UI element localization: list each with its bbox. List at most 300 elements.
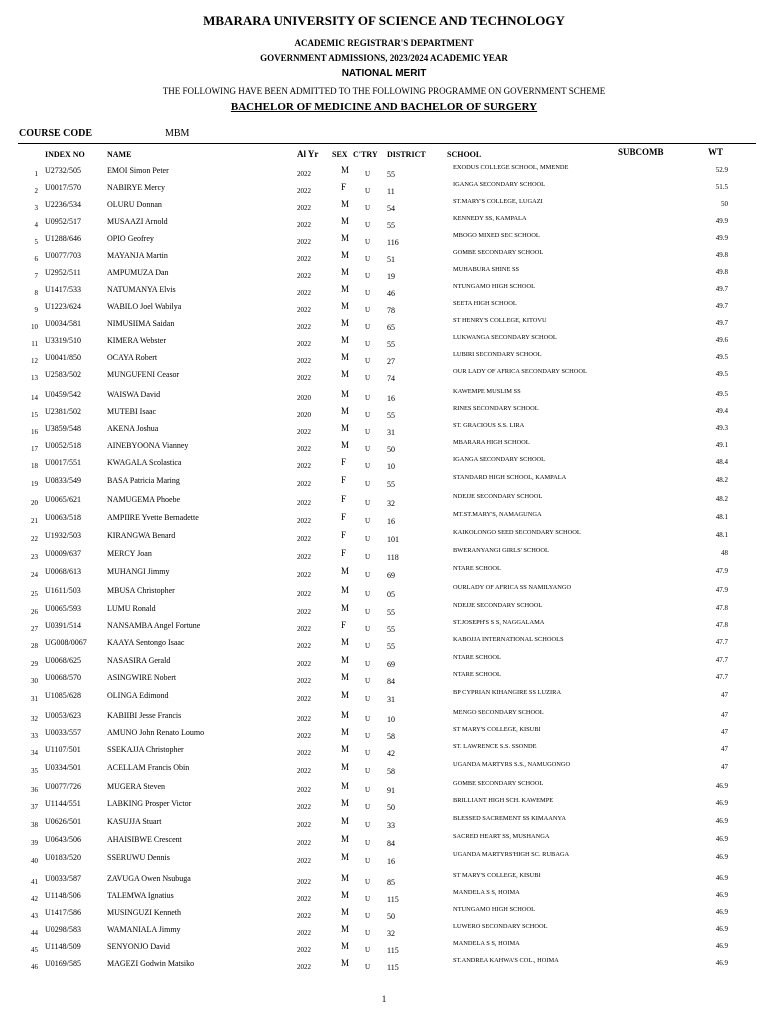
row-sex: M: [341, 352, 350, 362]
row-al-year: 2022: [297, 480, 311, 488]
table-row: [0, 268, 768, 285]
row-al-year: 2022: [297, 677, 311, 685]
table-row: [0, 495, 768, 512]
row-weight: 49.9: [715, 217, 728, 225]
table-row: [0, 799, 768, 816]
row-school: BRILLIANT HIGH SCH. KAWEMPE: [453, 797, 554, 804]
row-school: NTARE SCHOOL: [453, 654, 501, 661]
row-number: 21: [31, 517, 38, 525]
row-sex: M: [341, 907, 350, 917]
row-district: 31: [387, 695, 395, 704]
row-weight: 47.8: [715, 621, 728, 629]
table-row: [0, 183, 768, 200]
row-district: 91: [387, 786, 395, 795]
row-index-no: U0033/557: [45, 728, 81, 737]
row-number: 19: [31, 480, 38, 488]
row-school: MANDELA S S, HOIMA: [453, 940, 520, 947]
row-sex: M: [341, 637, 350, 647]
row-school: STANDARD HIGH SCHOOL, KAMPALA: [453, 474, 567, 481]
row-al-year: 2022: [297, 462, 311, 470]
row-name: LABKING Prosper Victor: [107, 799, 192, 808]
row-sex: M: [341, 233, 350, 243]
row-school: KENNEDY SS, KAMPALA: [453, 215, 527, 222]
table-row: [0, 835, 768, 852]
row-number: 38: [31, 821, 38, 829]
row-sex: F: [341, 457, 347, 467]
merit-title: NATIONAL MERIT: [341, 68, 427, 79]
table-row: [0, 390, 768, 407]
course-code-label: COURSE CODE: [19, 128, 93, 139]
row-name: MUNGUFENI Ceasor: [107, 370, 180, 379]
row-al-year: 2022: [297, 357, 311, 365]
row-name: LUMU Ronald: [107, 604, 156, 613]
row-al-year: 2022: [297, 803, 311, 811]
row-country: U: [365, 929, 371, 937]
row-sex: F: [341, 494, 347, 504]
row-sex: F: [341, 548, 347, 558]
row-school: LUWERO SECONDARY SCHOOL: [453, 923, 548, 930]
row-index-no: U1417/533: [45, 285, 81, 294]
row-sex: M: [341, 440, 350, 450]
row-school: ST.MARY'S COLLEGE, LUGAZI: [453, 198, 543, 205]
row-al-year: 2022: [297, 499, 311, 507]
row-index-no: U1223/624: [45, 302, 81, 311]
table-row: [0, 370, 768, 387]
row-name: OPIO Geofrey: [107, 234, 154, 243]
table-row: [0, 549, 768, 566]
row-index-no: U0068/613: [45, 567, 81, 576]
row-weight: 49.1: [715, 441, 728, 449]
table-row: [0, 691, 768, 708]
row-al-year: 2022: [297, 715, 311, 723]
row-number: 11: [31, 340, 38, 348]
row-district: 58: [387, 767, 395, 776]
table-row: [0, 407, 768, 424]
row-weight: 48.2: [715, 476, 728, 484]
row-al-year: 2020: [297, 411, 311, 419]
table-row: [0, 656, 768, 673]
row-index-no: UG008/0067: [45, 638, 87, 647]
row-number: 46: [31, 963, 38, 971]
table-row: [0, 513, 768, 530]
university-title: MBARARA UNIVERSITY OF SCIENCE AND TECHNOLOGY: [203, 13, 565, 28]
row-sex: M: [341, 250, 350, 260]
row-district: 54: [387, 204, 395, 213]
row-weight: 48: [721, 549, 728, 557]
row-number: 2: [34, 187, 38, 195]
row-index-no: U0626/501: [45, 817, 81, 826]
row-country: U: [365, 946, 371, 954]
row-al-year: 2022: [297, 695, 311, 703]
row-name: TALEMWA Ignatius: [107, 891, 174, 900]
row-sex: M: [341, 318, 350, 328]
row-al-year: 2022: [297, 238, 311, 246]
row-district: 51: [387, 255, 395, 264]
row-name: WABILO Joel Wabilya: [107, 302, 182, 311]
row-sex: M: [341, 672, 350, 682]
row-district: 10: [387, 462, 395, 471]
row-weight: 48.4: [715, 458, 728, 466]
row-weight: 46.9: [715, 959, 728, 967]
row-index-no: U0833/549: [45, 476, 81, 485]
column-header-sex: SEX: [332, 150, 348, 159]
row-country: U: [365, 170, 371, 178]
row-index-no: U0077/703: [45, 251, 81, 260]
table-row: [0, 285, 768, 302]
row-district: 78: [387, 306, 395, 315]
row-country: U: [365, 895, 371, 903]
row-al-year: 2022: [297, 963, 311, 971]
table-row: [0, 638, 768, 655]
row-al-year: 2022: [297, 821, 311, 829]
row-weight: 49.3: [715, 424, 728, 432]
row-district: 11: [387, 187, 395, 196]
row-al-year: 2022: [297, 857, 311, 865]
row-school: RINES SECONDARY SCHOOL: [453, 405, 539, 412]
row-index-no: U0334/501: [45, 763, 81, 772]
table-row: [0, 567, 768, 584]
row-school: KAIKOLONGO SEED SECONDARY SCHOOL: [453, 529, 581, 536]
row-name: NASASIRA Gerald: [107, 656, 171, 665]
row-weight: 46.9: [715, 782, 728, 790]
table-row: [0, 853, 768, 870]
row-weight: 50: [721, 200, 728, 208]
table-row: [0, 817, 768, 834]
table-row: [0, 476, 768, 493]
row-country: U: [365, 221, 371, 229]
row-name: ZAVUGA Owen Nsubuga: [107, 874, 191, 883]
row-weight: 51.5: [715, 183, 728, 191]
row-index-no: U0017/570: [45, 183, 81, 192]
row-district: 27: [387, 357, 395, 366]
table-row: [0, 458, 768, 475]
row-district: 05: [387, 590, 395, 599]
admissions-title: GOVERNMENT ADMISSIONS, 2023/2024 ACADEMIC YEAR: [260, 53, 508, 63]
row-sex: M: [341, 690, 350, 700]
row-sex: M: [341, 781, 350, 791]
row-country: U: [365, 642, 371, 650]
row-sex: M: [341, 941, 350, 951]
row-country: U: [365, 445, 371, 453]
row-number: 1: [34, 170, 38, 178]
row-index-no: U2381/502: [45, 407, 81, 416]
row-name: EMOI Simon Peter: [107, 166, 169, 175]
row-weight: 47.7: [715, 656, 728, 664]
row-school: ST.ANDREA KAHWA'S COL., HOIMA: [453, 957, 559, 964]
row-number: 45: [31, 946, 38, 954]
row-school: LUKWANGA SECONDARY SCHOOL: [453, 334, 557, 341]
row-name: SSERUWU Dennis: [107, 853, 170, 862]
row-district: 118: [387, 553, 399, 562]
row-number: 36: [31, 786, 38, 794]
row-name: AKENA Joshua: [107, 424, 159, 433]
row-sex: M: [341, 165, 350, 175]
row-index-no: U0298/583: [45, 925, 81, 934]
row-district: 116: [387, 238, 399, 247]
row-number: 34: [31, 749, 38, 757]
row-sex: M: [341, 834, 350, 844]
row-country: U: [365, 695, 371, 703]
row-number: 43: [31, 912, 38, 920]
row-sex: M: [341, 762, 350, 772]
table-row: [0, 621, 768, 638]
table-row: [0, 763, 768, 780]
row-index-no: U1288/646: [45, 234, 81, 243]
row-country: U: [365, 625, 371, 633]
row-weight: 49.8: [715, 251, 728, 259]
row-weight: 49.8: [715, 268, 728, 276]
row-index-no: U0183/520: [45, 853, 81, 862]
row-country: U: [365, 411, 371, 419]
row-weight: 47.9: [715, 586, 728, 594]
row-sex: M: [341, 369, 350, 379]
row-sex: M: [341, 727, 350, 737]
row-al-year: 2022: [297, 571, 311, 579]
row-school: BP CYPRIAN KIHANGIRE SS LUZIRA: [453, 689, 562, 696]
row-weight: 47.9: [715, 567, 728, 575]
row-school: MBOGO MIXED SEC SCHOOL: [453, 232, 540, 239]
row-index-no: U0459/542: [45, 390, 81, 399]
row-country: U: [365, 394, 371, 402]
row-al-year: 2022: [297, 255, 311, 263]
row-al-year: 2022: [297, 786, 311, 794]
row-name: ACELLAM Francis Obin: [107, 763, 190, 772]
row-weight: 46.9: [715, 853, 728, 861]
row-sex: M: [341, 423, 350, 433]
row-name: MUHANGI Jimmy: [107, 567, 170, 576]
row-country: U: [365, 963, 371, 971]
row-number: 28: [31, 642, 38, 650]
table-row: [0, 353, 768, 370]
row-name: MAGEZI Godwin Matsiko: [107, 959, 195, 968]
admission-statement: THE FOLLOWING HAVE BEEN ADMITTED TO THE FOLLOWING PROGRAMME ON GOVERNMENT SCHEME: [162, 86, 606, 96]
column-header-name: NAME: [107, 150, 132, 159]
column-header-al-yr: Al Yr: [297, 149, 319, 159]
table-row: [0, 604, 768, 621]
row-number: 12: [31, 357, 38, 365]
row-number: 14: [31, 394, 38, 402]
row-al-year: 2022: [297, 929, 311, 937]
row-country: U: [365, 749, 371, 757]
row-country: U: [365, 535, 371, 543]
row-index-no: U0041/850: [45, 353, 81, 362]
row-name: OCAYA Robert: [107, 353, 158, 362]
row-district: 50: [387, 803, 395, 812]
row-al-year: 2022: [297, 553, 311, 561]
row-weight: 49.5: [715, 390, 728, 398]
page-number: 1: [381, 994, 387, 1004]
table-row: [0, 586, 768, 603]
row-name: MBUSA Christopher: [107, 586, 175, 595]
row-index-no: U2732/505: [45, 166, 81, 175]
row-sex: F: [341, 475, 347, 485]
row-name: KAAYA Sentongo Isaac: [107, 638, 185, 647]
table-row: [0, 424, 768, 441]
row-weight: 49.4: [715, 407, 728, 415]
row-name: NAMUGEMA Phoebe: [107, 495, 181, 504]
row-number: 32: [31, 715, 38, 723]
row-index-no: U0169/585: [45, 959, 81, 968]
row-country: U: [365, 204, 371, 212]
row-al-year: 2022: [297, 839, 311, 847]
table-row: [0, 531, 768, 548]
row-name: AINEBYOONA Vianney: [107, 441, 189, 450]
row-name: MAYANJA Martin: [107, 251, 168, 260]
row-al-year: 2022: [297, 187, 311, 195]
row-number: 41: [31, 878, 38, 886]
table-row: [0, 891, 768, 908]
row-weight: 47: [721, 691, 728, 699]
row-sex: M: [341, 389, 350, 399]
row-number: 39: [31, 839, 38, 847]
row-district: 55: [387, 221, 395, 230]
row-district: 33: [387, 821, 395, 830]
row-number: 30: [31, 677, 38, 685]
row-index-no: U1932/503: [45, 531, 81, 540]
row-country: U: [365, 357, 371, 365]
row-country: U: [365, 553, 371, 561]
row-sex: M: [341, 585, 350, 595]
row-index-no: U0077/726: [45, 782, 81, 791]
row-index-no: U2236/534: [45, 200, 81, 209]
row-al-year: 2022: [297, 272, 311, 280]
row-al-year: 2022: [297, 895, 311, 903]
row-school: MT.ST.MARY'S, NAMAGUNGA: [453, 511, 542, 518]
row-name: MUTEBI Isaac: [107, 407, 157, 416]
row-district: 74: [387, 374, 395, 383]
row-al-year: 2022: [297, 749, 311, 757]
row-school: NTUNGAMO HIGH SCHOOL: [453, 906, 536, 913]
row-district: 10: [387, 715, 395, 724]
row-district: 50: [387, 445, 395, 454]
row-sex: M: [341, 566, 350, 576]
table-row: [0, 959, 768, 976]
row-number: 18: [31, 462, 38, 470]
row-weight: 46.9: [715, 891, 728, 899]
row-number: 9: [34, 306, 38, 314]
row-district: 115: [387, 963, 399, 972]
row-al-year: 2022: [297, 660, 311, 668]
row-index-no: U3859/548: [45, 424, 81, 433]
row-country: U: [365, 732, 371, 740]
row-country: U: [365, 289, 371, 297]
row-index-no: U0017/551: [45, 458, 81, 467]
row-school: NTUNGAMO HIGH SCHOOL: [453, 283, 536, 290]
row-sex: F: [341, 182, 347, 192]
row-name: ASINGWIRE Nobert: [107, 673, 177, 682]
row-school: MENGO SECONDARY SCHOOL: [453, 709, 544, 716]
row-al-year: 2022: [297, 428, 311, 436]
table-row: [0, 942, 768, 959]
row-index-no: U0065/593: [45, 604, 81, 613]
row-country: U: [365, 590, 371, 598]
row-district: 42: [387, 749, 395, 758]
course-code-value: MBM: [165, 128, 190, 139]
row-index-no: U0053/623: [45, 711, 81, 720]
row-weight: 49.5: [715, 353, 728, 361]
row-district: 55: [387, 625, 395, 634]
row-weight: 49.7: [715, 302, 728, 310]
table-row: [0, 441, 768, 458]
row-school: NTARE SCHOOL: [453, 671, 501, 678]
row-number: 42: [31, 895, 38, 903]
row-number: 7: [34, 272, 38, 280]
row-country: U: [365, 306, 371, 314]
row-number: 23: [31, 553, 38, 561]
row-district: 101: [387, 535, 399, 544]
column-header-country: C'TRY: [353, 150, 378, 159]
row-al-year: 2022: [297, 306, 311, 314]
row-weight: 47.7: [715, 673, 728, 681]
row-name: WAMANIALA Jimmy: [107, 925, 181, 934]
row-school: UGANDA MARTYRS'HIGH SC. RUBAGA: [453, 851, 570, 858]
column-header-school: SCHOOL: [447, 150, 482, 159]
row-district: 55: [387, 608, 395, 617]
row-index-no: U0391/514: [45, 621, 81, 630]
row-number: 3: [34, 204, 38, 212]
row-al-year: 2020: [297, 394, 311, 402]
row-school: IGANGA SECONDARY SCHOOL: [453, 456, 546, 463]
row-sex: M: [341, 199, 350, 209]
row-country: U: [365, 839, 371, 847]
row-name: WAISWA David: [107, 390, 161, 399]
row-number: 27: [31, 625, 38, 633]
row-name: SSEKAJJA Christopher: [107, 745, 184, 754]
table-row: [0, 711, 768, 728]
row-index-no: U0033/587: [45, 874, 81, 883]
row-sex: F: [341, 530, 347, 540]
row-weight: 49.9: [715, 234, 728, 242]
row-district: 16: [387, 517, 395, 526]
row-sex: M: [341, 958, 350, 968]
row-country: U: [365, 821, 371, 829]
column-header-wt: WT: [708, 147, 724, 157]
table-row: [0, 336, 768, 353]
row-country: U: [365, 677, 371, 685]
row-school: BLESSED SACREMENT SS KIMAANYA: [453, 815, 566, 822]
row-weight: 47: [721, 763, 728, 771]
row-number: 37: [31, 803, 38, 811]
row-number: 6: [34, 255, 38, 263]
row-name: OLINGA Edimond: [107, 691, 169, 700]
column-header-index: INDEX NO: [45, 150, 85, 159]
row-country: U: [365, 187, 371, 195]
row-name: AMPIIRE Yvette Bernadette: [107, 513, 199, 522]
column-header-subcomb: SUBCOMB: [618, 147, 664, 157]
row-al-year: 2022: [297, 445, 311, 453]
row-country: U: [365, 571, 371, 579]
row-al-year: 2022: [297, 517, 311, 525]
row-school: ST.JOSEPH'S S S, NAGGALAMA: [453, 619, 545, 626]
row-weight: 52.9: [715, 166, 728, 174]
row-country: U: [365, 499, 371, 507]
row-number: 17: [31, 445, 38, 453]
row-sex: M: [341, 873, 350, 883]
row-district: 115: [387, 895, 399, 904]
row-country: U: [365, 340, 371, 348]
row-index-no: U0068/570: [45, 673, 81, 682]
row-country: U: [365, 238, 371, 246]
row-sex: M: [341, 406, 350, 416]
row-name: KABIIBI Jesse Francis: [107, 711, 182, 720]
row-al-year: 2022: [297, 535, 311, 543]
row-district: 55: [387, 642, 395, 651]
row-al-year: 2022: [297, 912, 311, 920]
row-index-no: U3319/510: [45, 336, 81, 345]
row-al-year: 2022: [297, 590, 311, 598]
row-country: U: [365, 374, 371, 382]
row-school: OURLADY OF AFRICA SS NAMILYANGO: [453, 584, 572, 591]
